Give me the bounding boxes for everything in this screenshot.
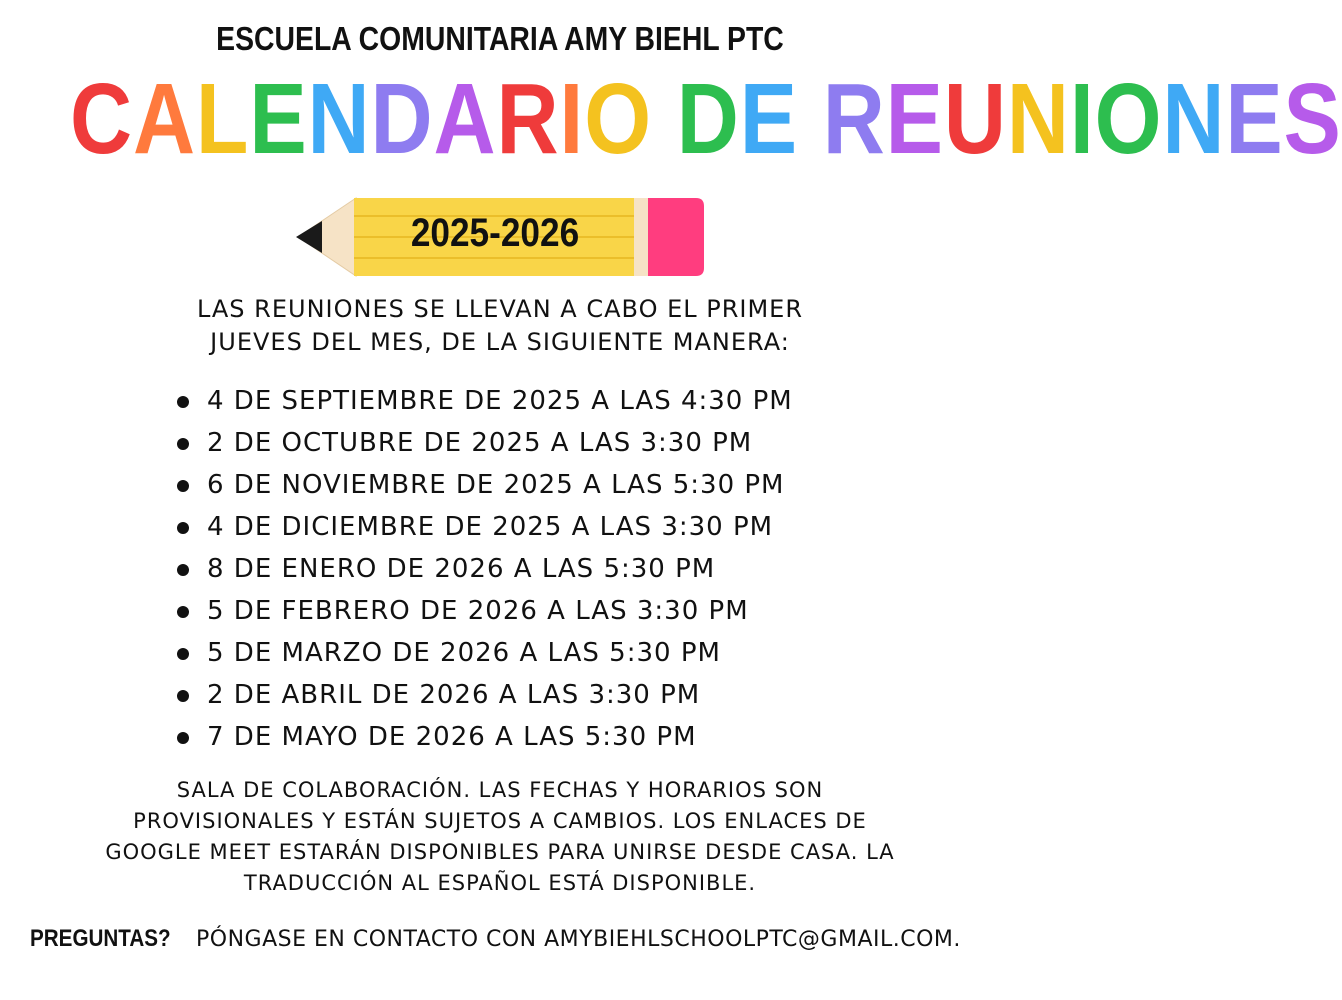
pencil-eraser	[648, 198, 704, 276]
page-title	[70, 63, 1342, 175]
title-letter: E	[885, 63, 944, 175]
bullet-icon	[177, 438, 189, 450]
title-letter: E	[1225, 63, 1284, 175]
meeting-date: 2 DE OCTUBRE DE 2025 A LAS 3:30 PM	[207, 428, 753, 458]
notes-line: TRADUCCIÓN AL ESPAÑOL ESTÁ DISPONIBLE.	[243, 871, 757, 895]
contact-row	[30, 925, 980, 953]
title-letter: N	[307, 63, 371, 175]
title-letter	[652, 64, 677, 174]
bullet-icon	[177, 522, 189, 534]
list-item	[175, 464, 875, 506]
title-letter: I	[1069, 63, 1095, 175]
list-item	[175, 506, 875, 548]
title-letter: R	[496, 63, 560, 175]
title-letter: O	[584, 63, 652, 175]
school-name: ESCUELA COMUNITARIA AMY BIEHL PTC	[216, 20, 784, 57]
title-letter: N	[1162, 63, 1226, 175]
meeting-date: 2 DE ABRIL DE 2026 A LAS 3:30 PM	[207, 680, 701, 710]
title-letter: U	[943, 63, 1007, 175]
list-item	[175, 632, 875, 674]
title-letter: C	[70, 63, 133, 175]
title-letter: N	[1006, 63, 1070, 175]
list-item	[175, 716, 875, 758]
pencil-ferrule	[634, 198, 648, 276]
list-item	[175, 422, 875, 464]
intro-text	[150, 293, 850, 359]
intro-line: LAS REUNIONES SE LLEVAN A CABO EL PRIMER	[196, 295, 804, 323]
meeting-list	[175, 380, 875, 758]
title-letter: S	[1283, 63, 1342, 175]
notes-line: GOOGLE MEET ESTARÁN DISPONIBLES PARA UNIRSE DESDE CASA. LA	[105, 840, 895, 864]
list-item	[175, 590, 875, 632]
title-letter	[798, 64, 823, 174]
school-year: 2025-2026	[410, 211, 580, 255]
meeting-date: 4 DE DICIEMBRE DE 2025 A LAS 3:30 PM	[207, 512, 774, 542]
bullet-icon	[177, 564, 189, 576]
contact-text: PÓNGASE EN CONTACTO CON AMYBIEHLSCHOOLPTC@GMAIL.COM.	[196, 927, 961, 952]
notes-line: SALA DE COLABORACIÓN. LAS FECHAS Y HORARIOS SON	[176, 778, 824, 802]
title-letter: I	[559, 63, 585, 175]
bullet-icon	[177, 732, 189, 744]
title-letter: A	[433, 63, 497, 175]
questions-label: PREGUNTAS?	[30, 925, 171, 952]
list-item	[175, 674, 875, 716]
notes-line: PROVISIONALES Y ESTÁN SUJETOS A CAMBIOS. LOS ENLACES DE	[133, 809, 867, 833]
title-letter: O	[1094, 63, 1163, 175]
list-item	[175, 380, 875, 422]
title-letter: A	[132, 63, 196, 175]
notes-text	[60, 775, 940, 899]
title-letter: D	[676, 63, 740, 175]
bullet-icon	[177, 480, 189, 492]
title-letter: E	[739, 63, 798, 175]
meeting-date: 6 DE NOVIEMBRE DE 2025 A LAS 5:30 PM	[207, 470, 785, 500]
meeting-date: 8 DE ENERO DE 2026 A LAS 5:30 PM	[207, 554, 716, 584]
bullet-icon	[177, 690, 189, 702]
bullet-icon	[177, 606, 189, 618]
meeting-date: 4 DE SEPTIEMBRE DE 2025 A LAS 4:30 PM	[207, 386, 793, 416]
intro-line: JUEVES DEL MES, DE LA SIGUIENTE MANERA:	[210, 328, 790, 356]
pencil-tip	[296, 221, 322, 253]
meeting-date: 5 DE MARZO DE 2026 A LAS 5:30 PM	[207, 638, 721, 668]
meeting-date: 7 DE MAYO DE 2026 A LAS 5:30 PM	[207, 722, 697, 752]
bullet-icon	[177, 396, 189, 408]
list-item	[175, 548, 875, 590]
bullet-icon	[177, 648, 189, 660]
title-letter: R	[822, 63, 886, 175]
meeting-date: 5 DE FEBRERO DE 2026 A LAS 3:30 PM	[207, 596, 749, 626]
title-letter: E	[249, 63, 308, 175]
title-letter: D	[370, 63, 434, 175]
title-letter: L	[195, 63, 250, 175]
